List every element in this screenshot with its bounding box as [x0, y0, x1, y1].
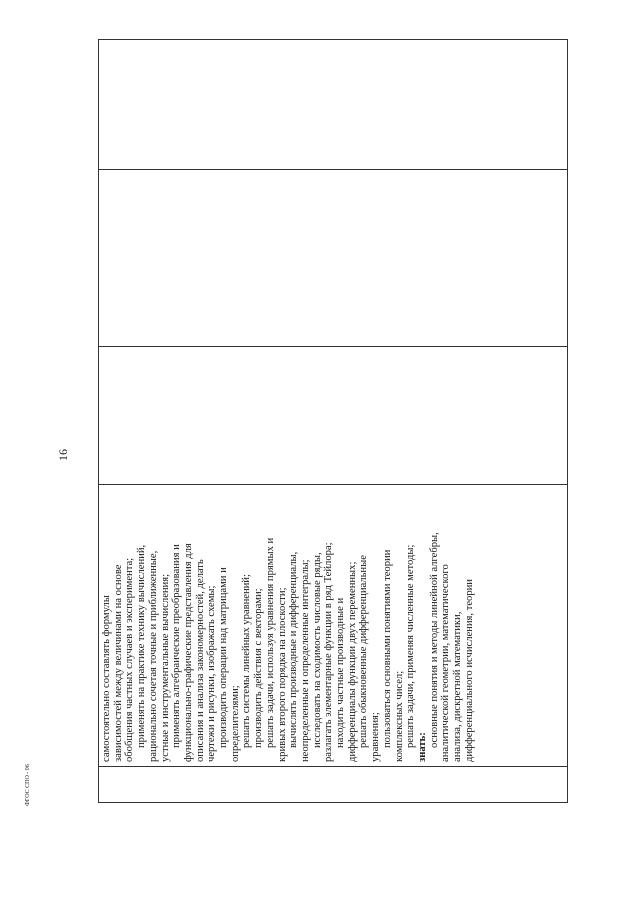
- competency-line: применять алгебраические преобразования и: [171, 544, 183, 748]
- competency-line: аналитической геометрии, математического: [440, 564, 452, 762]
- discipline-cell: [99, 170, 568, 347]
- competency-line: дифференциалы функции двух переменных;: [346, 561, 358, 762]
- table-row: [99, 40, 568, 803]
- competency-line: рационально сочетая точные и приближенные,: [147, 550, 159, 762]
- competency-line: основные понятия и методы линейной алгебры,: [428, 532, 440, 748]
- competency-line: комплексных чисел;: [393, 670, 405, 762]
- competency-line: кривых второго порядка на плоскости;: [276, 587, 288, 762]
- hours-cell: [99, 347, 568, 485]
- competency-line: знать:: [416, 732, 428, 762]
- competency-lines: [101, 489, 476, 762]
- competency-line: самостоятельно составлять формулы: [101, 595, 112, 762]
- competency-line: пользоваться основными понятиями теории: [381, 549, 393, 748]
- footer-code: ФГОС СПО - 06: [25, 764, 31, 806]
- competency-line: решать системы линейных уравнений;: [241, 574, 253, 748]
- competency-line: дифференциального исчисления, теории: [463, 579, 475, 762]
- competency-line: анализа, дискретной математики,: [452, 611, 464, 762]
- competency-line: определителями;: [229, 685, 241, 762]
- competency-line: решать задачи, используя уравнения прямых и: [264, 537, 276, 748]
- competency-line: чертежи и рисунки, изображать схемы;: [206, 585, 218, 762]
- competency-line: функционально-графические представления для: [182, 543, 194, 762]
- competency-line: уравнения;: [370, 712, 382, 762]
- competency-line: неопределенные и определенные интегралы;: [299, 559, 311, 762]
- index-cell: [99, 767, 568, 803]
- competency-line: применять на практике технику вычислений,: [136, 544, 148, 748]
- competency-line: вычислять производные и дифференциалы,: [288, 551, 300, 748]
- competency-line: устные и инструментальные вычисления;: [159, 573, 171, 762]
- competency-line: производить действия с векторами;: [253, 588, 265, 748]
- competency-line: разлагать элементарные функции в ряд Тейлора;: [323, 542, 335, 762]
- competency-table: [98, 39, 568, 803]
- competency-line: исследовать на сходимость числовые ряды,: [311, 552, 323, 748]
- competency-line: обобщения частных случаев и эксперимента;: [124, 557, 136, 762]
- competency-codes-cell: [99, 40, 568, 170]
- competency-line: находить частные производные и: [335, 597, 347, 748]
- competency-line: зависимостей между величинами на основе: [112, 564, 124, 762]
- competency-line: производить операции над матрицами и: [218, 567, 230, 748]
- competency-text-cell: [99, 485, 568, 767]
- competency-line: решать обыкновенные дифференциальные: [358, 555, 370, 748]
- competency-line: описания и анализа закономерностей, делать: [194, 559, 206, 762]
- competency-line: решать задачи, применяя численные методы;: [405, 544, 417, 748]
- competency-table-wrapper: [98, 40, 568, 803]
- page-number: 16: [56, 449, 70, 461]
